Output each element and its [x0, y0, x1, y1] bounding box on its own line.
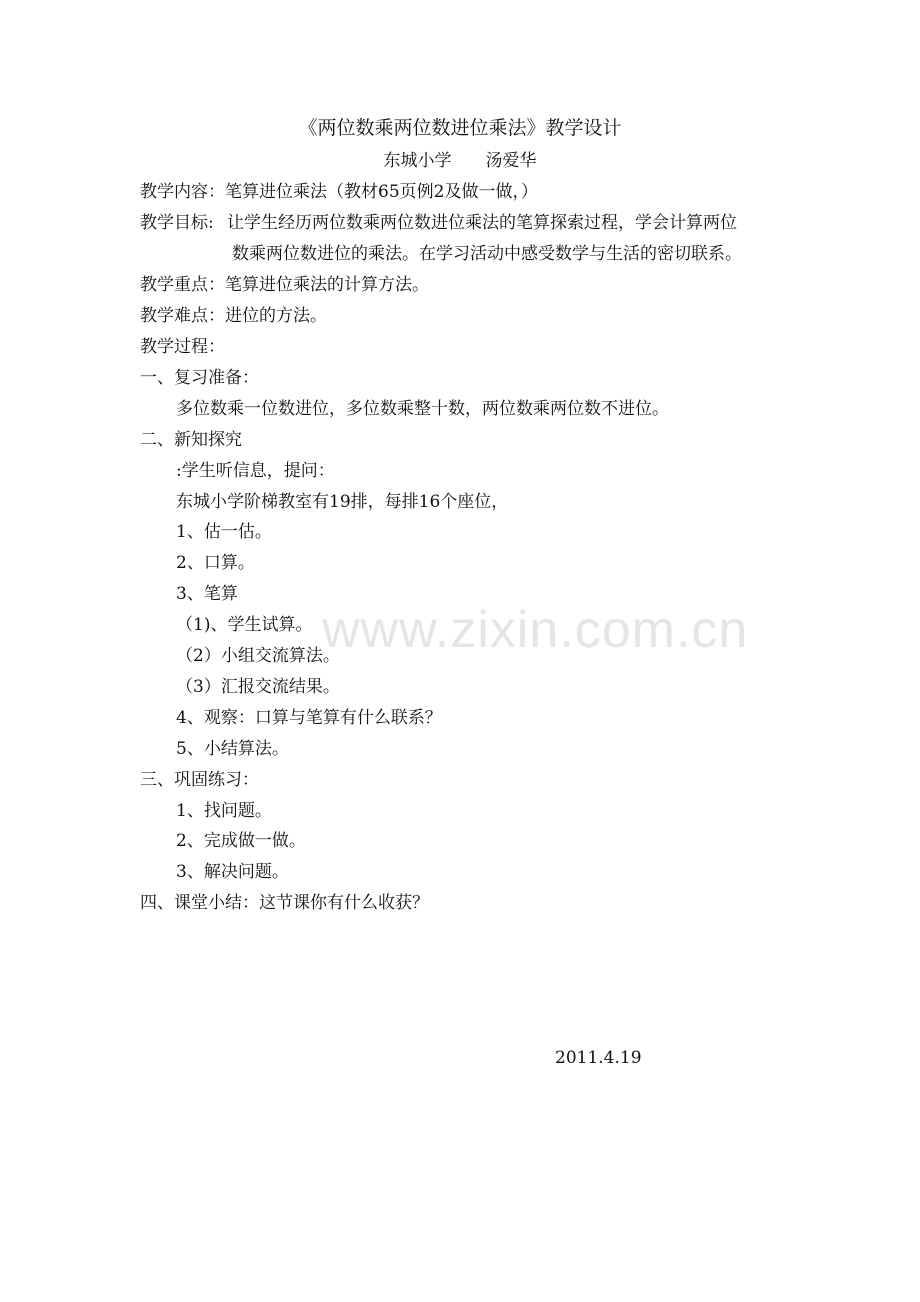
- explore-item: （2）小组交流算法。: [176, 646, 340, 666]
- author-line: [0, 150, 920, 172]
- teaching-goal-label: 教学目标:: [140, 213, 214, 233]
- practice-item: 1、找问题。: [176, 801, 272, 821]
- document-title: 《两位数乘两位数进位乘法》教学设计: [298, 117, 622, 139]
- section-summary-heading: 四、课堂小结：这节课你有什么收获？: [140, 893, 429, 913]
- school-name: 东城小学: [383, 151, 452, 171]
- teaching-process-heading: 教学过程：: [140, 337, 225, 357]
- section-review-heading: 一、复习准备：: [140, 368, 259, 388]
- practice-item: 2、完成做一做。: [176, 831, 306, 851]
- teaching-key-point: 教学重点：笔算进位乘法的计算方法。: [140, 275, 429, 295]
- section-review-text: 多位数乘一位数进位，多位数乘整十数，两位数乘两位数不进位。: [176, 399, 669, 419]
- practice-item: 3、解决问题。: [176, 862, 289, 882]
- section-explore-heading: 二、新知探究: [140, 430, 242, 450]
- explore-item: 5、小结算法。: [176, 739, 289, 759]
- explore-item: （3）汇报交流结果。: [176, 677, 340, 697]
- teaching-difficulty: 教学难点：进位的方法。: [140, 306, 327, 326]
- section-practice-heading: 三、巩固练习：: [140, 770, 259, 790]
- explore-item: 东城小学阶梯教室有19排，每排16个座位，: [176, 492, 509, 512]
- teaching-content: 教学内容：笔算进位乘法（教材65页例2及做一做，）: [140, 182, 538, 202]
- explore-item: 3、笔算: [176, 584, 238, 604]
- explore-item: （1)、学生试算。: [176, 615, 313, 635]
- explore-item: :学生听信息，提问：: [176, 461, 335, 481]
- watermark: www.zixin.com.cn: [322, 601, 749, 659]
- explore-item: 2、口算。: [176, 553, 255, 573]
- explore-item: 1、估一估。: [176, 522, 272, 542]
- teaching-goal-line-1: 让学生经历两位数乘两位数进位乘法的笔算探索过程，学会计算两位: [227, 213, 737, 233]
- teaching-goal-line-2: 数乘两位数进位的乘法。在学习活动中感受数学与生活的密切联系。: [232, 244, 742, 264]
- document-date: 2011.4.19: [555, 1048, 642, 1068]
- explore-item: 4、观察：口算与笔算有什么联系？: [176, 708, 442, 728]
- author-name: 汤爱华: [485, 151, 537, 171]
